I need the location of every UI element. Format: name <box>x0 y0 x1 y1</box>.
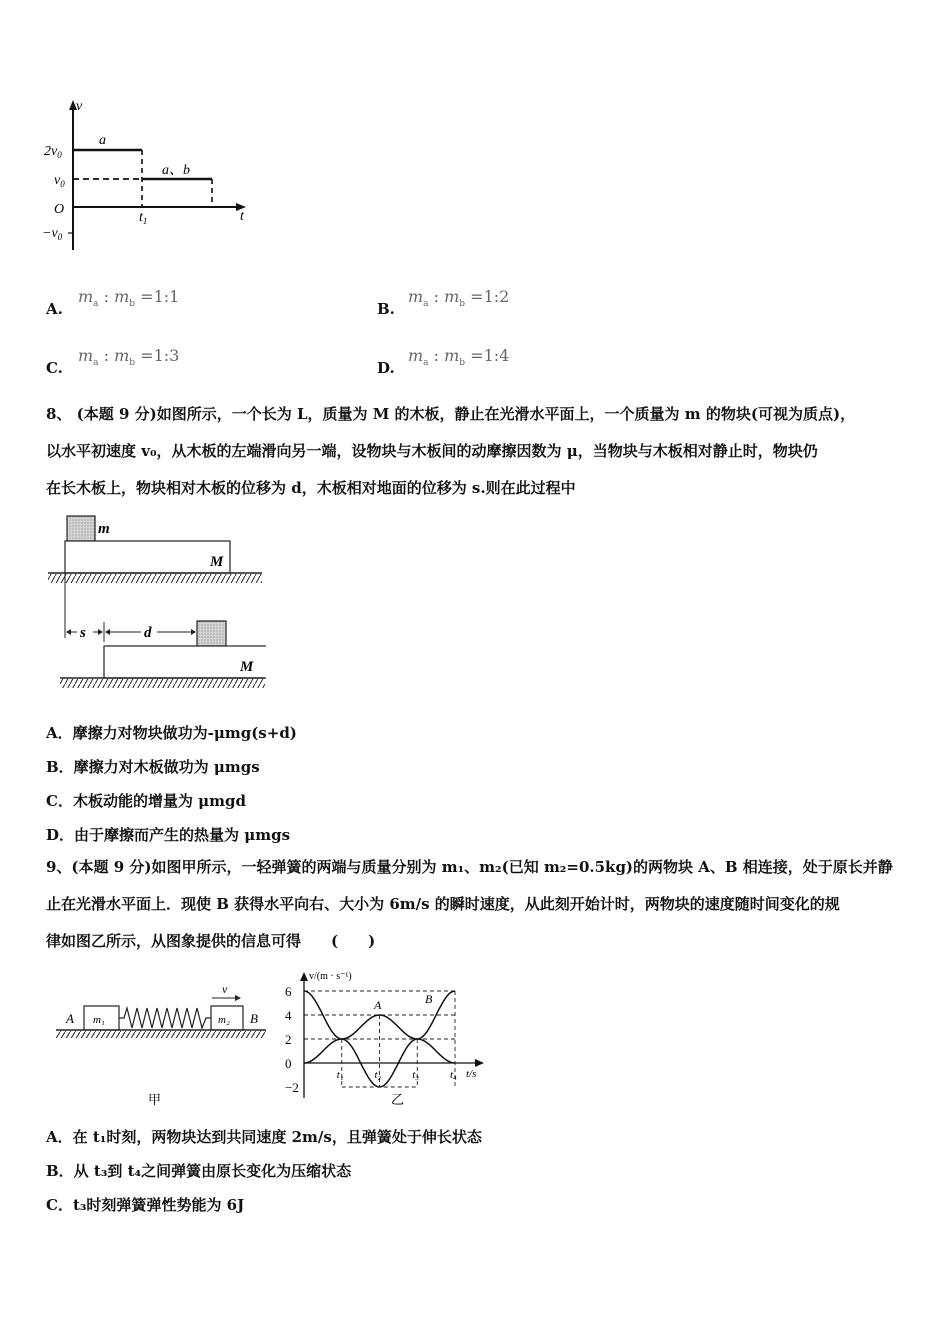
label-d: d <box>144 625 152 641</box>
q9-line2: 止在光滑水平面上．现使 B 获得水平向右、大小为 6m/s 的瞬时速度，从此刻开始计时，两物块的速度随时间变化的规 <box>46 895 840 913</box>
q8-figure <box>44 510 266 692</box>
label-B-block: B <box>250 1011 258 1026</box>
yi-y-label: v/(m · s⁻¹) <box>309 971 352 982</box>
ground-bottom-hatch <box>60 679 265 688</box>
label-M-bottom: M <box>240 659 254 675</box>
yi-y-tick-label: 2 <box>285 1032 292 1047</box>
ground-top-hatch <box>48 574 262 583</box>
yi-x-tick-label: t₁ <box>336 1069 344 1081</box>
q7-option-c-ratio: $m_a$ : $m_b$ =1:3 <box>78 346 180 369</box>
q8-option-b[interactable]: B．摩擦力对木板做功为 μmgs <box>46 758 260 776</box>
block-m-top <box>67 516 95 541</box>
q9-stem <box>46 849 908 960</box>
yi-y-arrow <box>300 972 308 981</box>
caption-jia: 甲 <box>148 1092 162 1107</box>
q7-option-a-ratio: $m_a$ : $m_b$ =1:1 <box>78 287 180 310</box>
q9-option-a[interactable]: A．在 t₁时刻，两物块达到共同速度 2m/s，且弹簧处于伸长状态 <box>46 1128 482 1146</box>
yi-x-tick-label: t₃ <box>412 1069 420 1081</box>
q8-option-c[interactable]: C．木板动能的增量为 μmgd <box>46 792 246 810</box>
q9-line1: 9、(本题 9 分)如图甲所示，一轻弹簧的两端与质量分别为 m₁、m₂(已知 m₂=0.5kg)的两物块 A、B 相连接，处于原长并静 <box>46 858 893 876</box>
fig-jia <box>52 982 274 1110</box>
caption-yi: 乙 <box>391 1092 405 1107</box>
q8-line3: 在长木板上，物块相对木板的位移为 d，木板相对地面的位移为 s.则在此过程中 <box>46 479 576 497</box>
label-m2: m₂ <box>218 1014 230 1026</box>
v-arrowhead <box>235 995 241 1001</box>
yi-curve-label-B: B <box>425 992 433 1006</box>
q7-option-a[interactable]: A. <box>46 300 63 318</box>
q7-option-c[interactable]: C. <box>46 359 63 377</box>
q8-line1: 8、 (本题 9 分)如图所示，一个长为 L，质量为 M 的木板，静止在光滑水平面上，一个质量为 m 的物块(可视为质点)， <box>46 405 856 423</box>
q8-option-d[interactable]: D．由于摩擦而产生的热量为 μmgs <box>46 826 291 844</box>
label-s: s <box>80 625 86 641</box>
vt-y-label: v <box>76 99 83 114</box>
q7-option-d[interactable]: D. <box>377 359 395 377</box>
tick-t1: $t_1$ <box>139 210 148 226</box>
label-m: m <box>98 521 110 537</box>
label-m1: m₁ <box>93 1014 105 1026</box>
yi-curve-label-A: A <box>374 998 382 1012</box>
d-arrow-left <box>105 629 110 635</box>
tick-v0: $v_0$ <box>54 173 65 189</box>
q9-line3: 律如图乙所示，从图象提供的信息可得 ( ) <box>46 932 376 950</box>
vt-graph <box>40 98 260 258</box>
yi-x-tick-label: t₄ <box>450 1069 457 1081</box>
q8-stem <box>46 396 908 507</box>
label-A-block: A <box>66 1011 74 1026</box>
q7-option-b-ratio: $m_a$ : $m_b$ =1:2 <box>408 287 510 310</box>
vt-x-label: t <box>240 209 244 224</box>
yi-y-tick-label: −2 <box>285 1080 299 1095</box>
q7-option-d-ratio: $m_a$ : $m_b$ =1:4 <box>408 346 510 369</box>
origin-label: O <box>54 202 65 217</box>
s-arrow-right <box>98 629 103 635</box>
yi-y-tick-label: 4 <box>285 1008 292 1023</box>
q9-option-c[interactable]: C．t₃时刻弹簧弹性势能为 6J <box>46 1196 245 1214</box>
yi-x-label: t/s <box>466 1068 477 1080</box>
board-top <box>65 541 230 573</box>
label-a: a <box>99 133 106 148</box>
tick-2v0: $2v_0$ <box>44 144 62 160</box>
tick-neg-v0: $-v_0$ <box>42 226 63 242</box>
q8-line2: 以水平初速度 v₀，从木板的左端滑向另一端，设物块与木板间的动摩擦因数为 μ，当物块与木板相对静止时，物块仍 <box>46 442 818 460</box>
label-ab: a、b <box>162 163 190 178</box>
block-m-bottom <box>197 621 226 646</box>
d-arrow-right <box>191 629 196 635</box>
label-v: v <box>222 982 228 996</box>
q7-option-b[interactable]: B. <box>377 300 395 318</box>
yi-y-tick-label: 6 <box>285 984 292 999</box>
q8-option-a[interactable]: A．摩擦力对物块做功为-μmg(s+d) <box>46 724 297 742</box>
yi-x-arrow <box>475 1059 484 1067</box>
q9-option-b[interactable]: B．从 t₃到 t₄之间弹簧由原长变化为压缩状态 <box>46 1162 352 1180</box>
ground-jia-hatch <box>56 1031 266 1038</box>
fig-yi-chart <box>276 966 498 1108</box>
yi-x-tick-label: t₂ <box>374 1069 382 1081</box>
yi-y-tick-label: 0 <box>285 1056 292 1071</box>
label-M-top: M <box>210 554 224 570</box>
s-arrow-left <box>66 629 71 635</box>
spring <box>119 1008 211 1028</box>
